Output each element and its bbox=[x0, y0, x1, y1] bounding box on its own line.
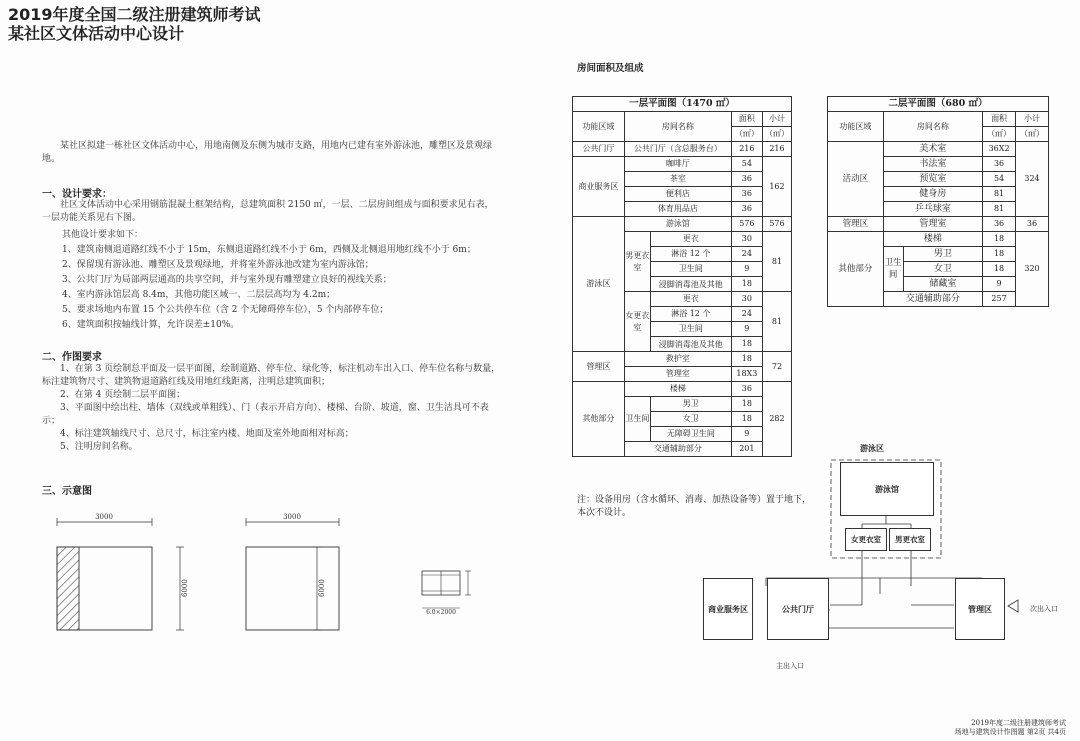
table-note: 注：设备用房（含水循环、消毒、加热设备等）置于地下，本次不设计。 bbox=[577, 495, 812, 518]
area-cell: 18 bbox=[983, 262, 1016, 277]
management-zone-box: 管理区 bbox=[955, 578, 1005, 640]
room-cell: 男卫 bbox=[903, 247, 983, 262]
drawing-req-item: 5、注明房间名称。 bbox=[60, 442, 138, 452]
area-cell: 9 bbox=[731, 322, 762, 337]
header-area-unit: （㎡） bbox=[983, 127, 1016, 142]
room-cell: 楼梯 bbox=[883, 232, 982, 247]
room-cell: 美术室 bbox=[883, 142, 982, 157]
room-cell: 健身房 bbox=[883, 187, 982, 202]
header-subtotal: 小计 bbox=[1016, 112, 1049, 127]
subgroup-cell: 卫生间 bbox=[624, 397, 650, 442]
subtotal-cell: 282 bbox=[762, 382, 791, 457]
sketch-pool-with-hatch bbox=[57, 513, 189, 630]
drawing-req-list bbox=[42, 363, 502, 454]
room-cell: 浸脚消毒池及其他 bbox=[650, 337, 731, 352]
dim-width-label: 3000 bbox=[283, 513, 301, 521]
room-cell: 管理室 bbox=[883, 217, 982, 232]
design-req-item: 2、保留现有游泳池、雕塑区及景观绿地，并将室外游泳池改建为室内游泳馆； bbox=[62, 260, 374, 270]
area-cell: 257 bbox=[983, 292, 1016, 307]
area-cell: 36 bbox=[731, 202, 762, 217]
room-cell: 茶室 bbox=[624, 172, 731, 187]
subtotal-cell: 36 bbox=[1016, 217, 1049, 232]
drawing-req-item: 1、在第 3 页绘制总平面及一层平面图，绘制道路、停车位、绿化等，标注机动车出入口、停车位名称与数量，标注建筑物尺寸、建筑物退道路红线及用地红线距离，注明总建筑面积； bbox=[42, 364, 501, 387]
table-heading: 房间面积及组成 bbox=[577, 63, 644, 74]
room-cell: 书法室 bbox=[883, 157, 982, 172]
area-cell: 9 bbox=[983, 277, 1016, 292]
swim-hall-box: 游泳馆 bbox=[840, 462, 934, 516]
design-req-item: 6、建筑面积按轴线计算，允许误差±10%。 bbox=[62, 320, 240, 330]
room-cell: 更衣 bbox=[650, 232, 731, 247]
header-subtotal: 小计 bbox=[762, 112, 791, 127]
header-zone: 功能区域 bbox=[573, 112, 625, 142]
design-req-p2: 其他设计要求如下： bbox=[62, 230, 144, 240]
area-cell: 9 bbox=[731, 262, 762, 277]
area-cell: 24 bbox=[731, 307, 762, 322]
floor2-table bbox=[827, 96, 1049, 307]
room-cell: 储藏室 bbox=[903, 277, 983, 292]
intro-text: 某社区拟建一栋社区文体活动中心，用地南侧及东侧为城市支路，用地内已建有室外游泳池，雕塑区及景观绿地。 bbox=[42, 141, 493, 164]
room-cell: 无障碍卫生间 bbox=[650, 427, 731, 442]
footer-line2: 场地与建筑设计作图题 第2页 共4页 bbox=[954, 728, 1066, 736]
room-cell: 救护室 bbox=[624, 352, 731, 367]
zone-cell: 管理区 bbox=[573, 352, 625, 382]
area-cell: 18X3 bbox=[731, 367, 762, 382]
header-area: 面积 bbox=[731, 112, 762, 127]
area-cell: 54 bbox=[731, 157, 762, 172]
room-cell: 预览室 bbox=[883, 172, 982, 187]
subtotal-cell: 576 bbox=[762, 217, 791, 232]
header-area: 面积 bbox=[983, 112, 1016, 127]
design-req-item: 1、建筑南侧退道路红线不小于 15m，东侧退道路红线不小于 6m，西侧及北侧退用地红线不小于 6m； bbox=[62, 245, 476, 255]
design-req-item: 3、公共门厅为局部两层通高的共享空间，并与室外现有雕塑建立良好的视线关系； bbox=[62, 275, 392, 285]
header-subtotal-unit: （㎡） bbox=[762, 127, 791, 142]
zone-cell: 管理区 bbox=[828, 217, 884, 232]
area-cell: 36 bbox=[731, 382, 762, 397]
room-cell: 交通辅助部分 bbox=[883, 292, 982, 307]
dim-width-label: 3000 bbox=[95, 513, 113, 521]
header-area-unit: （㎡） bbox=[731, 127, 762, 142]
zone-cell: 活动区 bbox=[828, 142, 884, 217]
commercial-zone-box: 商业服务区 bbox=[703, 578, 753, 640]
area-cell: 18 bbox=[983, 232, 1016, 247]
room-cell: 淋浴 12 个 bbox=[650, 307, 731, 322]
subtotal-cell: 216 bbox=[762, 142, 791, 157]
floor2-caption: 二层平面图（680 ㎡） bbox=[828, 97, 1049, 112]
floor1-caption: 一层平面图（1470 ㎡） bbox=[573, 97, 792, 112]
drawing-req-item: 2、在第 4 页绘制二层平面图； bbox=[60, 390, 186, 400]
room-cell: 便利店 bbox=[624, 187, 731, 202]
area-cell: 36 bbox=[731, 172, 762, 187]
swim-zone-label: 游泳区 bbox=[860, 443, 884, 453]
subtotal-cell: 324 bbox=[1016, 142, 1049, 217]
zone-cell: 商业服务区 bbox=[573, 157, 625, 217]
sketch-room-plain bbox=[246, 513, 339, 630]
area-cell: 201 bbox=[731, 442, 762, 457]
drawing-req-heading: 二、作图要求 bbox=[42, 352, 102, 363]
subgroup-cell: 卫生间 bbox=[883, 247, 903, 292]
area-cell: 18 bbox=[731, 337, 762, 352]
zone-cell: 其他部分 bbox=[828, 232, 884, 307]
area-cell: 576 bbox=[731, 217, 762, 232]
subtotal-cell: 72 bbox=[762, 352, 791, 382]
subtotal-cell: 81 bbox=[762, 232, 791, 292]
header-zone: 功能区域 bbox=[828, 112, 884, 142]
room-cell: 卫生间 bbox=[650, 262, 731, 277]
room-cell: 浸脚消毒池及其他 bbox=[650, 277, 731, 292]
room-cell: 男卫 bbox=[650, 397, 731, 412]
header-room: 房间名称 bbox=[883, 112, 982, 142]
area-cell: 30 bbox=[731, 292, 762, 307]
room-cell: 公共门厅（含总服务台） bbox=[624, 142, 731, 157]
exam-title: 2019年度全国二级注册建筑师考试 bbox=[8, 5, 261, 24]
floor1-table bbox=[572, 96, 792, 457]
page-footer bbox=[955, 719, 1066, 737]
room-cell: 女卫 bbox=[903, 262, 983, 277]
design-req-list bbox=[62, 244, 502, 334]
dim-height-label: 6000 bbox=[181, 579, 189, 597]
room-cell: 乒乓球室 bbox=[883, 202, 982, 217]
room-cell: 交通辅助部分 bbox=[624, 442, 731, 457]
zone-cell: 公共门厅 bbox=[573, 142, 625, 157]
area-cell: 18 bbox=[983, 247, 1016, 262]
secondary-entry-label: 次出入口 bbox=[1030, 605, 1058, 613]
secondary-entry-arrow-icon bbox=[1008, 600, 1018, 612]
room-cell: 游泳馆 bbox=[624, 217, 731, 232]
room-cell: 体育用品店 bbox=[624, 202, 731, 217]
design-req-heading: 一、设计要求： bbox=[42, 189, 112, 200]
header-subtotal-unit: （㎡） bbox=[1016, 127, 1049, 142]
room-cell: 卫生间 bbox=[650, 322, 731, 337]
area-cell: 18 bbox=[731, 277, 762, 292]
room-cell: 更衣 bbox=[650, 292, 731, 307]
main-entry-label: 主出入口 bbox=[776, 662, 804, 670]
area-cell: 30 bbox=[731, 232, 762, 247]
room-cell: 咖啡厅 bbox=[624, 157, 731, 172]
area-cell: 18 bbox=[731, 352, 762, 367]
project-title: 某社区文体活动中心设计 bbox=[8, 24, 185, 43]
sketch-figures bbox=[40, 505, 510, 635]
area-cell: 81 bbox=[983, 187, 1016, 202]
area-cell: 36 bbox=[731, 187, 762, 202]
subgroup-cell: 男更衣室 bbox=[624, 232, 650, 292]
subgroup-cell: 女更衣室 bbox=[624, 292, 650, 352]
dim-small-label: 6.0×2000 bbox=[426, 609, 456, 616]
design-req-item: 5、要求场地内布置 15 个公共停车位（含 2 个无障碍停车位），5 个内部停车位； bbox=[62, 305, 389, 315]
area-cell: 24 bbox=[731, 247, 762, 262]
room-cell: 淋浴 12 个 bbox=[650, 247, 731, 262]
diagram-heading: 三、示意图 bbox=[42, 486, 92, 497]
area-cell: 36 bbox=[983, 157, 1016, 172]
design-req-item: 4、室内游泳馆层高 8.4m，其他功能区域一、二层层高均为 4.2m； bbox=[62, 290, 336, 300]
women-locker-box: 女更衣室 bbox=[845, 528, 887, 551]
area-cell: 18 bbox=[731, 412, 762, 427]
drawing-req-item: 4、标注建筑轴线尺寸、总尺寸，标注室内楼、地面及室外地面相对标高； bbox=[60, 429, 354, 439]
men-locker-box: 男更衣室 bbox=[889, 528, 931, 551]
area-cell: 216 bbox=[731, 142, 762, 157]
public-lobby-box: 公共门厅 bbox=[767, 578, 829, 640]
zone-cell: 其他部分 bbox=[573, 382, 625, 457]
area-cell: 9 bbox=[731, 427, 762, 442]
sketch-door-symbol bbox=[422, 571, 471, 616]
subtotal-cell: 320 bbox=[1016, 232, 1049, 307]
design-req-p1: 社区文体活动中心采用钢筋混凝土框架结构，总建筑面积 2150 ㎡，一层、二层房间组成与面积要求见右表，一层功能关系见右下图。 bbox=[42, 200, 494, 223]
area-cell: 36X2 bbox=[983, 142, 1016, 157]
area-cell: 36 bbox=[983, 217, 1016, 232]
dim-height-label: 6000 bbox=[318, 579, 326, 597]
area-cell: 81 bbox=[983, 202, 1016, 217]
header-room: 房间名称 bbox=[624, 112, 731, 142]
subtotal-cell: 81 bbox=[762, 292, 791, 352]
area-cell: 54 bbox=[983, 172, 1016, 187]
footer-line1: 2019年度二级注册建筑师考试 bbox=[971, 719, 1066, 727]
zone-cell: 游泳区 bbox=[573, 217, 625, 352]
room-cell: 女卫 bbox=[650, 412, 731, 427]
room-cell: 管理室 bbox=[624, 367, 731, 382]
room-cell: 楼梯 bbox=[624, 382, 731, 397]
subtotal-cell: 162 bbox=[762, 157, 791, 217]
area-cell: 18 bbox=[731, 397, 762, 412]
drawing-req-item: 3、平面图中绘出柱、墙体（双线或单粗线）、门（表示开启方向）、楼梯、台阶、坡道，窗、卫生洁具可不表示； bbox=[42, 403, 489, 426]
